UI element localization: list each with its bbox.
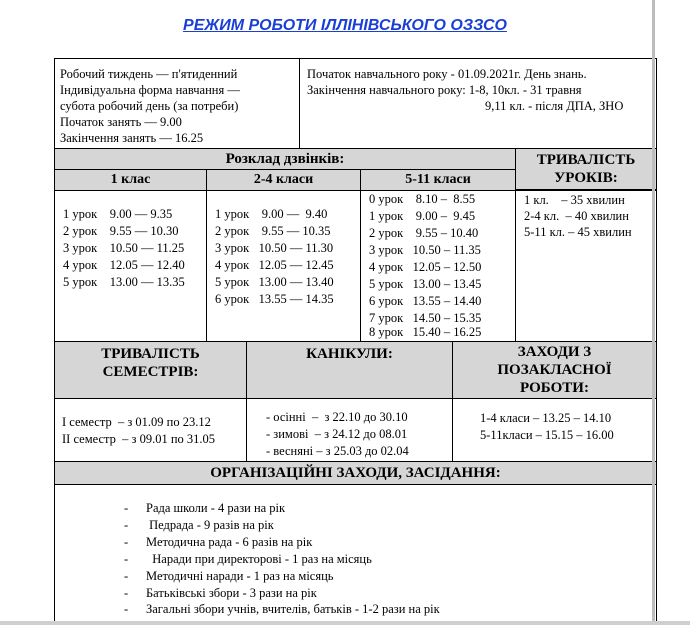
organizational-item: Батьківські збори - 3 рази на рік bbox=[146, 586, 317, 600]
extracurricular-row: 1-4 класи – 13.25 – 14.10 bbox=[480, 411, 612, 425]
bell-row: 5 урок 13.00 — 13.40 bbox=[215, 275, 334, 289]
list-bullet: - bbox=[124, 518, 129, 532]
semesters-header-1: ТРИВАЛІСТЬ bbox=[101, 346, 200, 362]
list-bullet: - bbox=[124, 501, 129, 515]
holiday-row: - осінні – з 22.10 до 30.10 bbox=[266, 410, 408, 424]
bell-row: 1 урок 9.00 — 9.35 bbox=[63, 207, 173, 221]
list-bullet: - bbox=[124, 535, 129, 549]
organizational-item: Методичні наради - 1 раз на місяць bbox=[146, 569, 334, 583]
extracurricular-row: 5-11класи – 15.15 – 16.00 bbox=[480, 428, 614, 442]
bells-header: Розклад дзвінків: bbox=[225, 151, 345, 167]
holiday-row: - весняні – з 25.03 до 02.04 bbox=[266, 444, 409, 458]
bell-row: 4 урок 12.05 — 12.40 bbox=[63, 258, 185, 272]
list-bullet: - bbox=[124, 552, 129, 566]
bell-row: 4 урок 12.05 – 12.50 bbox=[369, 260, 482, 274]
organizational-header-cell bbox=[54, 461, 657, 485]
bell-row: 3 урок 10.50 – 11.35 bbox=[369, 243, 481, 257]
page-title: РЕЖИМ РОБОТИ ІЛЛІНІВСЬКОГО ОЗЗСО bbox=[183, 17, 507, 34]
extracurricular-header-cell bbox=[452, 341, 657, 399]
semesters-header-cell bbox=[54, 341, 247, 399]
lesson-duration-header-2: УРОКІВ: bbox=[554, 170, 618, 186]
list-bullet: - bbox=[124, 569, 129, 583]
bell-row: 3 урок 10.50 — 11.30 bbox=[215, 241, 334, 255]
general-left-line: субота робочий день (за потреби) bbox=[60, 99, 239, 113]
semester-row: І семестр – з 01.09 по 23.12 bbox=[62, 415, 211, 429]
bell-row: 7 урок 14.50 – 15.35 bbox=[369, 311, 482, 325]
bell-row: 2 урок 9.55 – 10.40 bbox=[369, 226, 479, 240]
holiday-row: - зимові – з 24.12 до 08.01 bbox=[266, 427, 408, 441]
bell-row: 5 урок 13.00 — 13.35 bbox=[63, 275, 185, 289]
bells-col-title: 2-4 класи bbox=[253, 172, 314, 187]
bells-col-head-3 bbox=[360, 169, 516, 191]
bell-row: 5 урок 13.00 – 13.45 bbox=[369, 277, 482, 291]
bell-row: 6 урок 13.55 — 14.35 bbox=[215, 292, 334, 306]
list-bullet: - bbox=[124, 586, 129, 600]
general-right-line: Початок навчального року - 01.09.2021г. День знань. bbox=[307, 67, 587, 81]
bells-col-title: 5-11 класи bbox=[405, 172, 471, 187]
extracurricular-header-1: ЗАХОДИ З bbox=[517, 344, 592, 360]
general-left-line: Початок занять — 9.00 bbox=[60, 115, 182, 129]
organizational-item: Наради при директорові - 1 раз на місяць bbox=[146, 552, 372, 566]
extracurricular-header-2: ПОЗАКЛАСНОЇ bbox=[497, 362, 612, 378]
organizational-item: Педрада - 9 разів на рік bbox=[146, 518, 274, 532]
general-left-line: Індивідуальна форма навчання — bbox=[60, 83, 240, 97]
list-bullet: - bbox=[124, 602, 129, 616]
bells-col-title: 1 клас bbox=[110, 172, 151, 187]
bell-row: 4 урок 12.05 — 12.45 bbox=[215, 258, 334, 272]
bell-row: 6 урок 13.55 – 14.40 bbox=[369, 294, 482, 308]
bell-row: 0 урок 8.10 – 8.55 bbox=[369, 192, 476, 206]
bell-row: 3 урок 10.50 — 11.25 bbox=[63, 241, 185, 255]
lesson-duration-row: 5-11 кл. – 45 хвилин bbox=[524, 225, 632, 239]
bell-row: 1 урок 9.00 — 9.40 bbox=[215, 207, 328, 221]
holidays-header: КАНІКУЛИ: bbox=[306, 346, 393, 362]
organizational-item: Загальні збори учнів, вчителів, батьків - 1-2 рази на рік bbox=[146, 602, 440, 616]
general-left-line: Закінчення занять — 16.25 bbox=[60, 131, 204, 145]
general-right-line: Закінчення навчального року: 1-8, 10кл. - 31 травня bbox=[307, 83, 582, 97]
general-left-line: Робочий тиждень — п'ятиденний bbox=[60, 67, 238, 81]
organizational-header: ОРГАНІЗАЦІЙНІ ЗАХОДИ, ЗАСІДАННЯ: bbox=[210, 465, 501, 481]
general-right-line: 9,11 кл. - після ДПА, ЗНО bbox=[485, 99, 624, 113]
bell-row: 2 урок 9.55 — 10.30 bbox=[63, 224, 179, 238]
lesson-duration-header-cell bbox=[515, 148, 657, 190]
holidays-header-cell bbox=[246, 341, 453, 399]
bell-row: 1 урок 9.00 – 9.45 bbox=[369, 209, 476, 223]
lesson-duration-row: 1 кл. – 35 хвилин bbox=[524, 193, 625, 207]
organizational-item: Рада школи - 4 рази на рік bbox=[146, 501, 286, 515]
bells-col-head-1 bbox=[54, 169, 207, 191]
page-edge-right bbox=[652, 0, 655, 625]
bell-row: 2 урок 9.55 — 10.35 bbox=[215, 224, 331, 238]
lesson-duration-row: 2-4 кл. – 40 хвилин bbox=[524, 209, 629, 223]
organizational-item: Методична рада - 6 разів на рік bbox=[146, 535, 313, 549]
semester-row: ІІ семестр – з 09.01 по 31.05 bbox=[62, 432, 216, 446]
bell-row: 8 урок 15.40 – 16.25 bbox=[369, 325, 482, 339]
bells-header-cell bbox=[54, 148, 516, 170]
bells-col-head-2 bbox=[206, 169, 361, 191]
page-edge-bottom bbox=[0, 621, 690, 625]
semesters-header-2: СЕМЕСТРІВ: bbox=[102, 364, 199, 380]
extracurricular-header-3: РОБОТИ: bbox=[520, 380, 589, 396]
lesson-duration-header-1: ТРИВАЛІСТЬ bbox=[536, 152, 636, 168]
